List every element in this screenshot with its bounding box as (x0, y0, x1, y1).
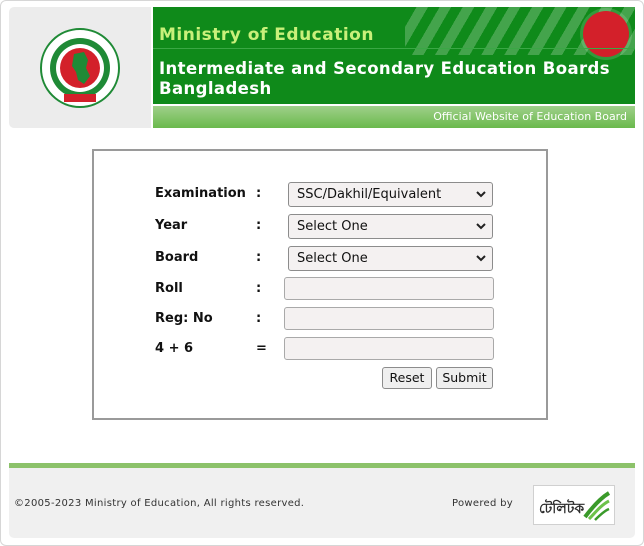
flag-circle-icon (583, 11, 629, 57)
reg-input[interactable] (284, 307, 494, 330)
bangladesh-govt-seal-icon (40, 28, 120, 108)
board-selected: Select One (297, 251, 368, 266)
reg-row (155, 307, 495, 331)
header-subbar (153, 106, 635, 128)
year-row (155, 214, 495, 238)
header-banner (153, 7, 635, 104)
chevron-down-icon (475, 251, 487, 265)
captcha-input[interactable] (284, 337, 494, 360)
equals-sign: = (256, 341, 267, 356)
examination-row (155, 182, 495, 206)
board-title (159, 59, 610, 99)
chevron-down-icon (475, 219, 487, 233)
roll-input[interactable] (284, 277, 494, 300)
site-footer (9, 468, 635, 538)
examination-selected: SSC/Dakhil/Equivalent (297, 187, 442, 202)
examination-label: Examination (155, 186, 246, 201)
powered-by-text: Powered by (452, 498, 513, 509)
roll-label: Roll (155, 281, 183, 296)
board-title-line1: Intermediate and Secondary Education Boards (159, 59, 610, 78)
board-row (155, 246, 495, 270)
official-website-text: Official Website of Education Board (433, 110, 627, 123)
captcha-label: 4 + 6 (155, 341, 194, 356)
colon: : (256, 218, 262, 233)
reset-button[interactable]: Reset (382, 367, 432, 389)
colon: : (256, 250, 262, 265)
logo-panel (9, 7, 151, 128)
result-form (92, 149, 548, 420)
year-label: Year (155, 218, 188, 233)
site-header (9, 7, 635, 128)
colon: : (256, 281, 262, 296)
board-title-line2: Bangladesh (159, 79, 272, 98)
submit-button[interactable]: Submit (436, 367, 493, 389)
chevron-down-icon (475, 187, 487, 201)
teletalk-logo-icon[interactable] (533, 485, 615, 525)
year-selected: Select One (297, 219, 368, 234)
banner-divider (153, 48, 635, 49)
colon: : (256, 311, 262, 326)
board-select[interactable] (288, 246, 493, 271)
copyright-text: ©2005-2023 Ministry of Education, All rights reserved. (14, 498, 305, 509)
colon: : (256, 186, 262, 201)
teletalk-swoosh-icon (581, 489, 611, 521)
reg-label: Reg: No (155, 311, 213, 326)
captcha-row (155, 337, 495, 361)
examination-select[interactable] (288, 182, 493, 207)
teletalk-logo-text: টেলিটক (539, 501, 585, 517)
ministry-title: Ministry of Education (159, 25, 374, 45)
board-label: Board (155, 250, 199, 265)
year-select[interactable] (288, 214, 493, 239)
roll-row (155, 277, 495, 301)
